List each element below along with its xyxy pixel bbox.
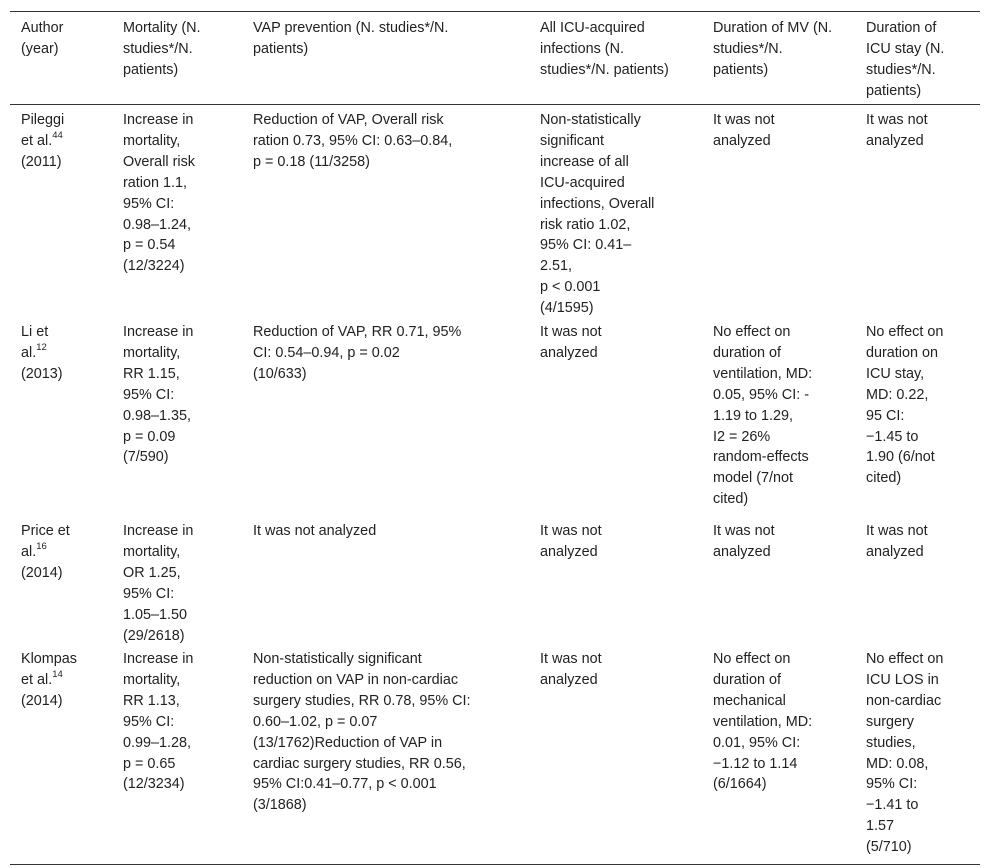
reference-superscript: 16 <box>36 541 47 553</box>
mv-duration-cell: It was not analyzed <box>713 523 775 560</box>
vap-cell: Reduction of VAP, RR 0.71, 95% CI: 0.54–0.94, p = 0.02 (10/633) <box>253 324 462 382</box>
reference-superscript: 44 <box>52 130 63 142</box>
header-icu-infections: All ICU-acquired infections (N. studies*/N. patients) <box>540 20 669 78</box>
mortality-cell: Increase in mortality, RR 1.15, 95% CI: 0.98–1.35, p = 0.09 (7/590) <box>123 324 194 466</box>
data-table <box>10 11 980 865</box>
icu-stay-cell: It was not analyzed <box>866 523 928 560</box>
table-row <box>10 105 980 317</box>
header-vap: VAP prevention (N. studies*/N. patients) <box>253 20 449 57</box>
reference-superscript: 12 <box>36 342 47 354</box>
mv-duration-cell: It was not analyzed <box>713 112 775 149</box>
table-row <box>10 317 980 516</box>
header-mv-duration: Duration of MV (N. studies*/N. patients) <box>713 20 833 78</box>
table-header-row <box>10 11 980 105</box>
mv-duration-cell: No effect on duration of ventilation, MD: 0.05, 95% CI: - 1.19 to 1.29, I2 = 26% random-effects model (7/not cited) <box>713 324 813 508</box>
icu-infections-cell: It was not analyzed <box>540 523 602 560</box>
mortality-cell: Increase in mortality, OR 1.25, 95% CI: 1.05–1.50 (29/2618) <box>123 523 194 644</box>
icu-stay-cell: No effect on ICU LOS in non-cardiac surgery studies, MD: 0.08, 95% CI: −1.41 to 1.57 (5/710) <box>866 651 944 856</box>
author-cell: Klompas et al.$^{14}$ (2014) <box>21 651 77 709</box>
header-author: Author (year) <box>21 20 64 57</box>
mv-duration-cell: No effect on duration of mechanical ventilation, MD: 0.01, 95% CI: −1.12 to 1.14 (6/1664) <box>713 651 813 793</box>
header-icu-stay: Duration of ICU stay (N. studies*/N. patients) <box>866 20 945 99</box>
icu-infections-cell: It was not analyzed <box>540 324 602 361</box>
reference-superscript: 14 <box>52 669 63 681</box>
author-cell: Price et al.$^{16}$ (2014) <box>21 523 70 581</box>
icu-stay-cell: No effect on duration on ICU stay, MD: 0.22, 95 CI: −1.45 to 1.90 (6/not cited) <box>866 324 944 487</box>
mortality-cell: Increase in mortality, RR 1.13, 95% CI: 0.99–1.28, p = 0.65 (12/3234) <box>123 651 194 793</box>
icu-infections-cell: Non-statistically significant increase of all ICU-acquired infections, Overall risk ratio 1.02, 95% CI: 0.41– 2.51, p < 0.001 (4/1595) <box>540 112 655 317</box>
icu-infections-cell: It was not analyzed <box>540 651 602 688</box>
icu-stay-cell: It was not analyzed <box>866 112 928 149</box>
table-row <box>10 644 980 865</box>
author-cell: Li et al.$^{12}$ (2013) <box>21 324 63 382</box>
vap-cell: Reduction of VAP, Overall risk ration 0.73, 95% CI: 0.63–0.84, p = 0.18 (11/3258) <box>253 112 453 170</box>
vap-cell: Non-statistically significant reduction on VAP in non-cardiac surgery studies, RR 0.78, 95% CI: 0.60–1.02, p = 0.07 (13/1762)Reduction of VAP in cardiac surgery studies, RR 0.56, 95% CI:0.41–0.77, p < 0.001 (3/1868) <box>253 651 471 814</box>
author-cell: Pileggi et al.$^{44}$ (2011) <box>21 112 65 170</box>
header-mortality: Mortality (N. studies*/N. patients) <box>123 20 201 78</box>
table-row <box>10 516 980 644</box>
mortality-cell: Increase in mortality, Overall risk ration 1.1, 95% CI: 0.98–1.24, p = 0.54 (12/3224) <box>123 112 195 275</box>
vap-cell: It was not analyzed <box>253 523 377 539</box>
